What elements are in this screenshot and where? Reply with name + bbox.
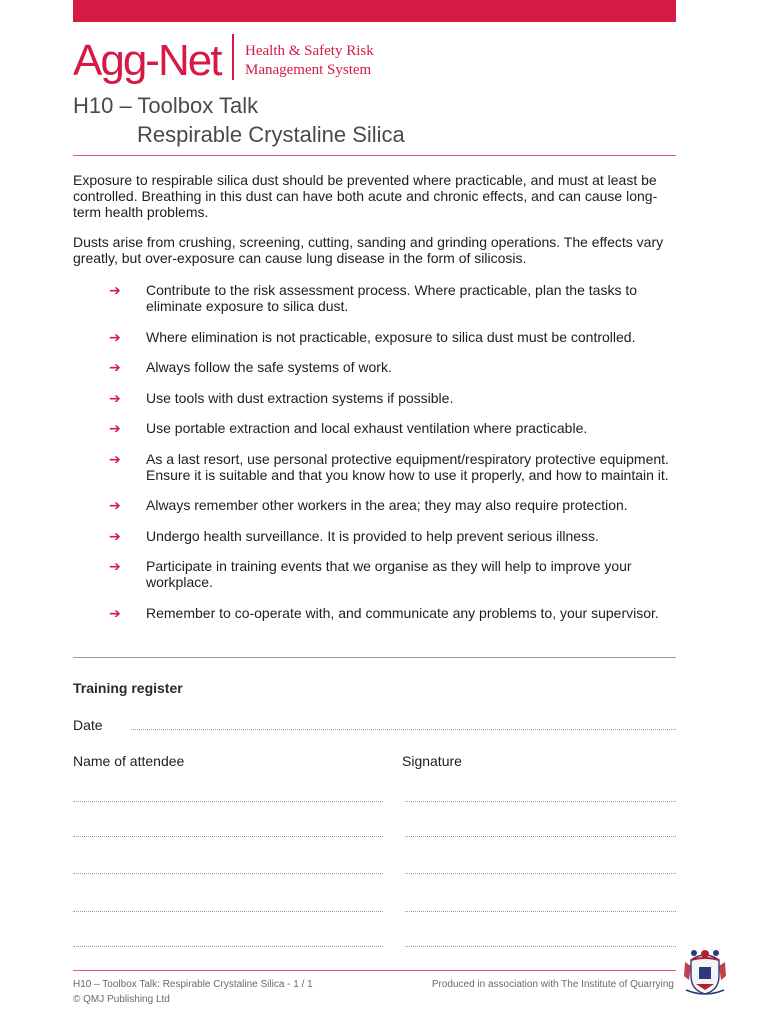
attendee-name-label: Name of attendee [73,753,185,769]
document-subtitle: Respirable Crystaline Silica [137,122,405,147]
attendee-name-field[interactable] [73,836,383,837]
arrow-right-icon: ➔ [109,328,121,345]
list-item: ➔ Participate in training events that we organise as they will help to improve your workplace. [109,558,632,590]
attendee-name-field[interactable] [73,946,383,947]
list-item: ➔ Contribute to the risk assessment process. Where practicable, plan the tasks to eliminate exposure to silica dust. [109,282,638,314]
list-item: ➔ Use portable extraction and local exhaust ventilation where practicable. [109,420,588,436]
footer-divider [73,970,676,971]
list-item: ➔ Use tools with dust extraction systems if possible. [109,389,454,406]
list-item: ➔ As a last resort, use personal protective equipment/respiratory protective equipment. Ensure it is suitable and that you know how to use it properly, and how to maintain it. [109,450,669,483]
list-item: ➔ Remember to co-operate with, and communicate any problems to, your supervisor. [109,604,659,621]
arrow-right-icon: ➔ [109,450,121,467]
institute-crest-icon [682,946,728,996]
arrow-right-icon: ➔ [109,359,121,375]
signature-field[interactable] [405,911,676,912]
arrow-right-icon: ➔ [109,282,121,298]
title-divider [73,155,676,156]
list-item: ➔ Undergo health surveillance. It is provided to help prevent serious illness. [109,527,599,544]
signature-field[interactable] [405,873,676,874]
attendee-name-field[interactable] [73,873,383,874]
attendee-name-field[interactable] [73,801,383,802]
register-title: Training register [73,680,183,696]
intro-paragraph-1: Exposure to respirable silica dust should be prevented where practicable, and must at least be controlled. Breathing in this dust can have both acute and chronic effects, and can cause long-term health problems. [73,172,658,220]
arrow-right-icon: ➔ [109,420,121,436]
header-accent-bar [73,0,676,22]
intro-paragraph-2: Dusts arise from crushing, screening, cutting, sanding and grinding operations. The effects vary greatly, but over-exposure can cause lung disease in the form of silicosis. [73,234,664,266]
arrow-right-icon: ➔ [109,497,121,513]
aggnet-logo: Agg-Net [73,36,221,85]
list-item: ➔ Always remember other workers in the area; they may also require protection. [109,497,628,513]
signature-label: Signature [402,753,462,769]
footer-copyright: © QMJ Publishing Ltd [73,994,170,1005]
date-label: Date [73,717,103,733]
signature-field[interactable] [405,801,676,802]
arrow-right-icon: ➔ [109,527,121,544]
signature-field[interactable] [405,946,676,947]
tagline-line2: Management System [245,62,372,78]
footer-association: Produced in association with The Institute of Quarrying [431,979,674,990]
attendee-name-field[interactable] [73,911,383,912]
guidance-list [73,282,676,635]
tagline-line1: Health & Safety Risk [245,43,374,59]
arrow-right-icon: ➔ [109,558,121,574]
logo-divider [232,34,234,80]
document-title: H10 – Toolbox Talk [73,93,259,118]
list-item: ➔ Always follow the safe systems of work. [109,359,392,375]
list-item: ➔ Where elimination is not practicable, exposure to silica dust must be controlled. [109,328,636,345]
signature-field[interactable] [405,836,676,837]
arrow-right-icon: ➔ [109,389,121,406]
footer-document-ref: H10 – Toolbox Talk: Respirable Crystaline Silica - 1 / 1 [73,979,313,990]
register-divider [73,657,676,658]
date-field[interactable] [131,729,676,730]
logo-tagline [245,42,374,80]
arrow-right-icon: ➔ [109,604,121,621]
